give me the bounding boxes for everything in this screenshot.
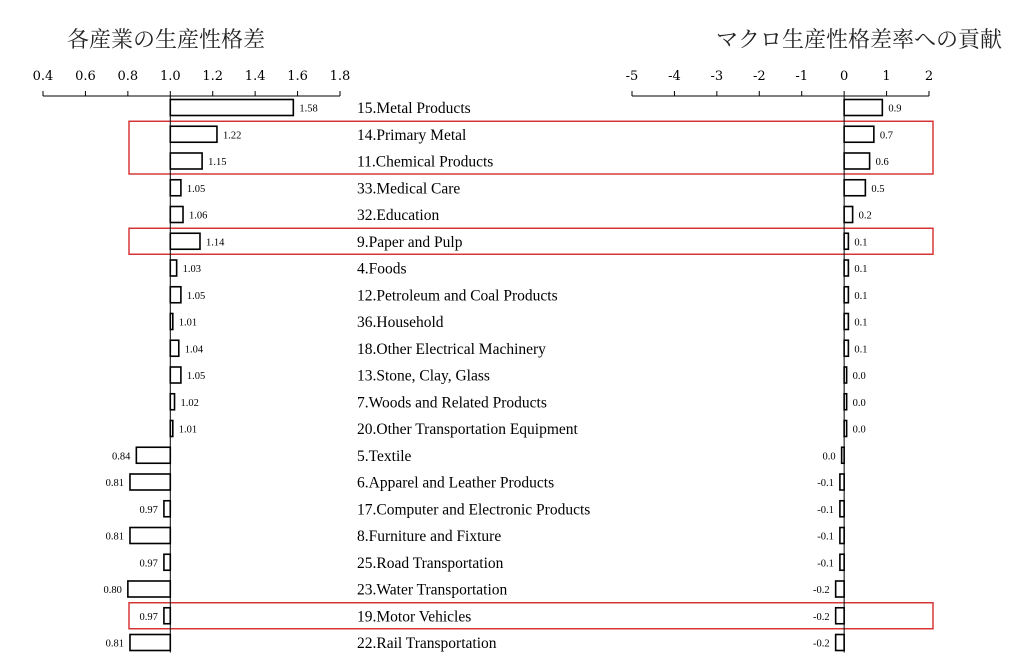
right-chart-title: マクロ生産性格差率への貢献: [715, 28, 1002, 53]
bars: [128, 100, 885, 651]
left-value-label: 1.22: [222, 130, 242, 142]
right-bar: [840, 528, 844, 544]
left-value-label: 1.01: [178, 317, 198, 329]
right-tick-label: -1: [795, 69, 809, 84]
left-value-label: 0.81: [105, 478, 124, 489]
right-bar: [844, 100, 882, 116]
industry-label: 33.Medical Care: [357, 180, 461, 198]
right-value-label: -0.2: [813, 638, 830, 650]
left-tick-label: 0.4: [32, 69, 54, 84]
left-bar: [170, 100, 293, 116]
right-value-label: 0.0: [852, 424, 866, 436]
right-bar: [844, 314, 848, 330]
left-value-label: 1.03: [182, 264, 202, 275]
right-bar: [844, 340, 848, 356]
left-bar: [170, 207, 183, 223]
left-value-label: 0.84: [111, 451, 131, 463]
right-bar: [844, 394, 847, 410]
right-value-label: -0.2: [813, 611, 830, 623]
highlight-box: [129, 121, 933, 174]
left-value-label: 0.97: [139, 504, 158, 516]
left-value-label: 1.05: [186, 371, 206, 382]
left-bar: [164, 554, 170, 570]
right-value-label: -0.2: [813, 585, 830, 596]
right-value-label: -0.1: [817, 504, 834, 516]
right-tick-label: -2: [752, 69, 766, 84]
right-value-label: -0.1: [817, 531, 834, 543]
industry-label: 23.Water Transportation: [357, 581, 508, 599]
right-tick-label: 1: [882, 69, 891, 84]
right-value-label: 0.1: [854, 264, 868, 275]
industry-label: 25.Road Transportation: [357, 554, 504, 572]
industry-label: 8.Furniture and Fixture: [357, 528, 502, 545]
left-bar: [170, 421, 173, 437]
left-bar: [170, 126, 217, 142]
right-value-label: 0.1: [854, 317, 868, 329]
right-bar: [844, 126, 874, 142]
right-bar: [844, 367, 847, 383]
industry-label: 12.Petroleum and Coal Products: [357, 287, 558, 305]
right-bar: [840, 554, 844, 570]
right-bar: [836, 608, 844, 624]
left-bar: [130, 474, 170, 490]
left-bar: [170, 367, 181, 383]
left-value-label: 0.97: [139, 611, 158, 623]
left-bar: [170, 394, 174, 410]
left-tick-label: 1.0: [159, 69, 181, 84]
industry-label: 13.Stone, Clay, Glass: [357, 367, 490, 385]
left-tick-label: 1.4: [244, 69, 266, 84]
left-bar: [170, 153, 202, 169]
left-value-label: 1.14: [205, 237, 225, 249]
left-value-label: 0.81: [105, 638, 124, 650]
left-bar: [170, 233, 200, 249]
left-bar: [136, 447, 170, 463]
left-tick-label: 1.6: [287, 69, 308, 84]
left-chart-title: 各産業の生産性格差: [67, 28, 266, 53]
left-value-label: 0.80: [103, 585, 122, 596]
industry-label: 32.Education: [357, 207, 440, 224]
left-value-label: 1.04: [184, 344, 204, 356]
left-value-label: 0.97: [139, 558, 158, 570]
left-bar: [128, 581, 170, 597]
left-bar: [170, 260, 176, 276]
right-value-label: 0.0: [852, 371, 866, 382]
right-value-label: -0.1: [817, 478, 834, 489]
left-value-label: 0.81: [105, 531, 124, 543]
right-value-label: 0.9: [888, 103, 902, 115]
right-value-label: 0.2: [858, 210, 872, 222]
right-tick-label: -5: [625, 69, 639, 84]
right-bar: [842, 447, 845, 463]
right-bar: [844, 207, 852, 223]
right-bar: [840, 474, 844, 490]
right-bar: [844, 233, 848, 249]
left-value-label: 1.05: [186, 290, 206, 302]
industry-label: 36.Household: [357, 314, 444, 331]
left-bar: [164, 501, 170, 517]
left-value-label: 1.05: [186, 183, 206, 195]
left-value-label: 1.02: [180, 397, 199, 409]
left-bar: [164, 608, 170, 624]
industry-label: 19.Motor Vehicles: [357, 608, 472, 626]
industry-label: 5.Textile: [357, 447, 412, 465]
right-value-label: 0.1: [854, 290, 868, 302]
industry-label: 14.Primary Metal: [357, 126, 467, 144]
industry-label: 9.Paper and Pulp: [357, 233, 463, 251]
left-value-label: 1.58: [299, 103, 318, 115]
right-value-label: -0.1: [817, 558, 834, 570]
right-bar: [840, 501, 844, 517]
right-tick-label: -3: [710, 69, 724, 84]
industry-label: 18.Other Electrical Machinery: [357, 340, 546, 358]
right-value-label: 0.1: [854, 344, 868, 356]
right-tick-label: -4: [668, 69, 681, 84]
left-tick-label: 1.8: [329, 69, 351, 84]
right-bar: [844, 260, 848, 276]
right-value-label: 0.7: [879, 130, 893, 142]
industry-label: 15.Metal Products: [357, 100, 471, 117]
right-value-label: 0.6: [875, 157, 889, 168]
left-bar: [170, 287, 181, 303]
left-value-label: 1.06: [189, 210, 208, 222]
left-bar: [170, 340, 178, 356]
right-value-label: 0.5: [871, 183, 885, 195]
right-bar: [844, 287, 848, 303]
left-bar: [130, 528, 170, 544]
industry-label: 17.Computer and Electronic Products: [357, 501, 591, 519]
highlight-boxes: [129, 121, 933, 629]
right-bar: [844, 180, 865, 196]
industry-label: 20.Other Transportation Equipment: [357, 421, 578, 438]
left-value-label: 1.01: [178, 424, 198, 436]
highlight-box: [129, 228, 933, 254]
industry-label: 11.Chemical Products: [357, 153, 494, 171]
industry-label: 7.Woods and Related Products: [357, 394, 547, 412]
right-bar: [844, 421, 847, 437]
left-bar: [170, 314, 173, 330]
left-bar: [130, 635, 170, 651]
industry-label: 22.Rail Transportation: [357, 635, 497, 652]
industry-label: 6.Apparel and Leather Products: [357, 474, 555, 492]
left-tick-label: 0.8: [117, 69, 139, 84]
left-value-label: 1.15: [208, 157, 227, 168]
left-bar: [170, 180, 181, 196]
left-tick-label: 1.2: [202, 69, 224, 84]
right-bar: [836, 581, 844, 597]
right-tick-label: 2: [924, 69, 934, 84]
right-bar: [836, 635, 844, 651]
right-value-label: 0.0: [822, 451, 836, 463]
right-value-label: 0.1: [854, 237, 868, 249]
right-bar: [844, 153, 869, 169]
industry-label: 4.Foods: [357, 260, 407, 278]
right-tick-label: 0: [840, 69, 849, 84]
right-value-label: 0.0: [852, 397, 866, 409]
left-tick-label: 0.6: [75, 69, 96, 84]
